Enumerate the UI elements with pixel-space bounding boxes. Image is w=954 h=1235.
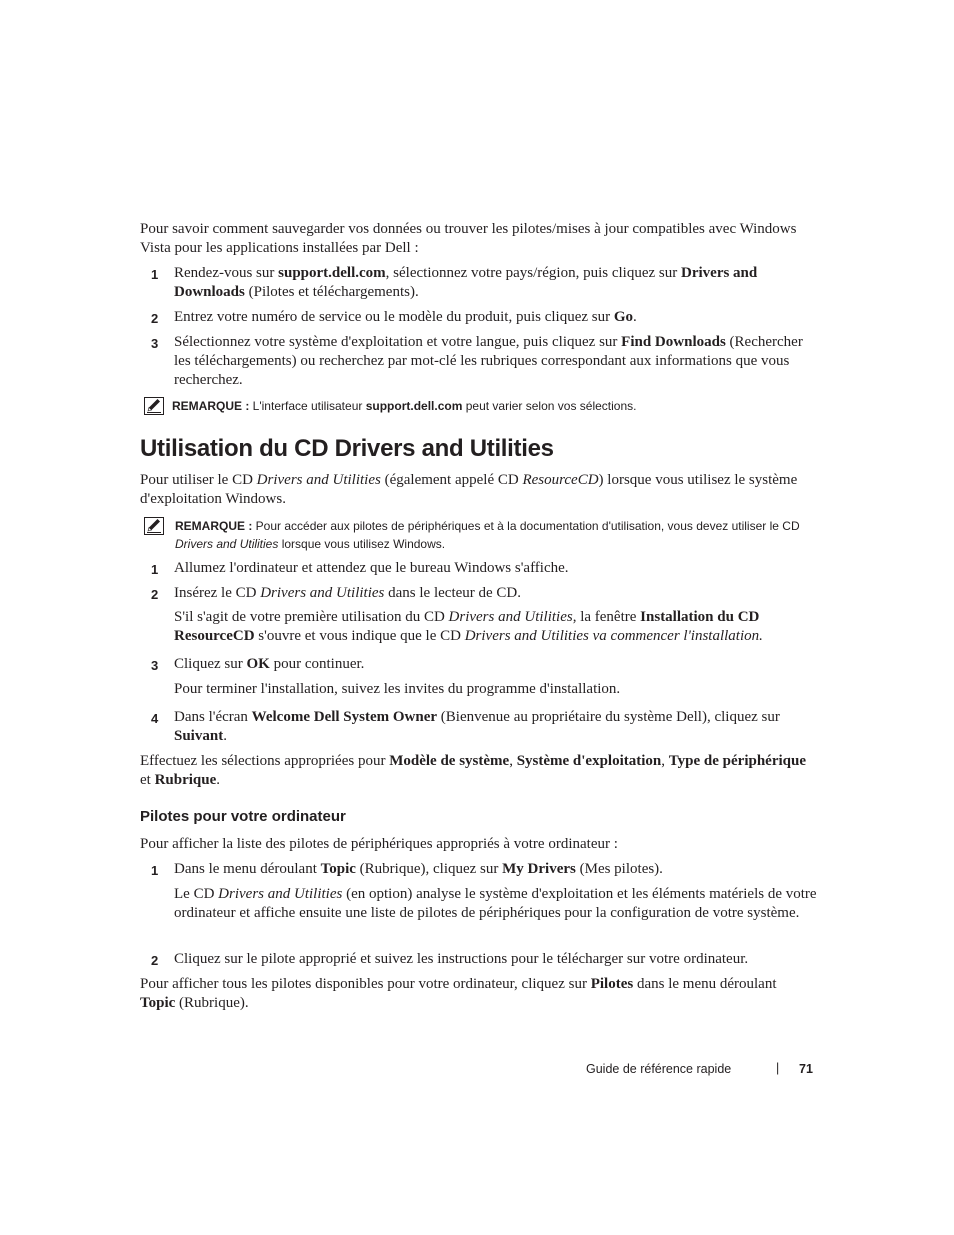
intro-text: ) lorsque vous utilisez le système d'exploitation Windows.: [140, 472, 798, 507]
section3-title: Pilotes pour votre ordinateur: [140, 808, 346, 825]
menu-item-name: My Drivers: [502, 861, 576, 877]
section3-intro: Pour afficher la liste des pilotes de périphériques appropriés à votre ordinateur :: [140, 836, 618, 852]
closing-text: ,: [661, 753, 669, 769]
step-text: .: [223, 728, 227, 744]
step-text: Dans le menu déroulant: [174, 861, 321, 877]
step-text: (Mes pilotes).: [575, 861, 663, 877]
section1-note: [140, 397, 820, 415]
section3-closing: [140, 975, 815, 1013]
step-text: dans le lecteur de CD.: [384, 585, 522, 601]
detail-text: (en option) analyse le système d'exploitation et les éléments matériels de votre ordinateur et affiche ensuite une liste de pilotes de périphériques pour la configuration de votre système.: [174, 886, 817, 921]
pencil-note-icon: [144, 517, 164, 535]
section1-step-1: [140, 264, 820, 302]
cd-name: Drivers and Utilities: [256, 472, 381, 488]
note-label: REMARQUE :: [175, 519, 253, 533]
window-name: Installation du CD ResourceCD: [174, 609, 760, 644]
step-number: 3: [151, 336, 159, 351]
step-text: (Rubrique), cliquez sur: [355, 861, 503, 877]
cd-name: Drivers and Utilities: [448, 609, 573, 625]
selection-name: Système d'exploitation: [516, 753, 662, 769]
cd-name: Drivers and Utilities va commencer l'installation.: [464, 628, 763, 644]
support-link-text: support.dell.com: [278, 265, 386, 281]
step-text: Entrez votre numéro de service ou le modèle du produit, puis cliquez sur: [174, 309, 614, 325]
closing-text: .: [216, 772, 221, 788]
next-text: Suivant: [174, 728, 224, 744]
step-text: Insérez le CD: [174, 585, 261, 601]
step-number: 2: [151, 587, 159, 602]
footer-title: Guide de référence rapide: [586, 1062, 732, 1076]
section2-title: Utilisation du CD Drivers and Utilities: [140, 435, 554, 462]
detail-text: s'ouvre et vous indique que le CD: [254, 628, 465, 644]
section3-step-1-detail: [174, 885, 819, 923]
menu-item-name: Pilotes: [590, 976, 634, 992]
cd-name: Drivers and Utilities: [260, 585, 385, 601]
note-text: peut varier selon vos sélections.: [462, 399, 637, 413]
step-text: (Pilotes et téléchargements).: [244, 284, 419, 300]
note-label: REMARQUE :: [172, 399, 250, 413]
cd-name: Drivers and Utilities: [218, 886, 343, 902]
closing-text: Pour afficher tous les pilotes disponibles pour votre ordinateur, cliquez sur: [140, 976, 591, 992]
intro-text: (également appelé CD: [380, 472, 523, 488]
note-link-text: support.dell.com: [365, 399, 463, 413]
section2-note: [140, 517, 820, 553]
step-text: , sélectionnez votre pays/région, puis cliquez sur: [385, 265, 681, 281]
step-number: 2: [151, 311, 159, 326]
section1-step-2: [140, 308, 820, 327]
closing-text: (Rubrique).: [175, 995, 249, 1011]
go-text: Go: [613, 309, 634, 325]
detail-text: Le CD: [174, 886, 219, 902]
selection-name: Modèle de système: [389, 753, 510, 769]
step-number: 2: [151, 953, 159, 968]
section2-step-2: [140, 584, 820, 603]
drivers-downloads-text: Drivers and Downloads: [174, 265, 758, 300]
step-number: 1: [151, 562, 159, 577]
step-number: 4: [151, 711, 159, 726]
closing-text: ,: [509, 753, 517, 769]
closing-text: et: [140, 772, 155, 788]
section1-step-3: [140, 333, 820, 390]
section2-intro: [140, 471, 815, 509]
cd-name: ResourceCD: [522, 472, 599, 488]
section2-step-1: [140, 559, 820, 578]
detail-text: , la fenêtre: [572, 609, 641, 625]
section2-step-3: [140, 655, 820, 674]
step-text: Rendez-vous sur: [174, 265, 279, 281]
menu-name: Topic: [140, 995, 176, 1011]
note-text: Pour accéder aux pilotes de périphériques et à la documentation d'utilisation, vous devez utiliser le CD: [252, 519, 800, 533]
note-text: L'interface utilisateur: [249, 399, 366, 413]
step-text: pour continuer.: [269, 656, 365, 672]
section1-intro: Pour savoir comment sauvegarder vos données ou trouver les pilotes/mises à jour compatibles avec Windows Vista pour les applications installées par Dell :: [140, 221, 797, 256]
section2-step-3-detail: Pour terminer l'installation, suivez les invites du programme d'installation.: [174, 681, 621, 697]
step-text: (Bienvenue au propriétaire du système Dell), cliquez sur: [437, 709, 780, 725]
selection-name: Rubrique: [154, 772, 217, 788]
step-text: Dans l'écran: [174, 709, 252, 725]
step-text: Allumez l'ordinateur et attendez que le bureau Windows s'affiche.: [174, 560, 569, 576]
menu-name: Topic: [320, 861, 356, 877]
step-text: Cliquez sur le pilote approprié et suivez les instructions pour le télécharger sur votre ordinateur.: [174, 951, 749, 967]
section3-step-2: [140, 950, 820, 969]
cd-name: Drivers and Utilities: [175, 537, 279, 551]
section2-step-2-detail: [174, 608, 819, 646]
section3-step-1: [140, 860, 820, 879]
step-number: 3: [151, 658, 159, 673]
step-number: 1: [151, 863, 159, 878]
detail-text: S'il s'agit de votre première utilisation du CD: [174, 609, 449, 625]
pencil-note-icon: [144, 397, 164, 415]
section2-step-4: [140, 708, 820, 746]
step-text: (Rechercher les téléchargements) ou recherchez par mot-clé les rubriques correspondant aux informations que vous recherchez.: [174, 334, 803, 388]
step-text: .: [633, 309, 637, 325]
screen-name: Welcome Dell System Owner: [251, 709, 438, 725]
closing-text: dans le menu déroulant: [633, 976, 777, 992]
page-number: 71: [799, 1062, 813, 1076]
section2-closing: [140, 752, 815, 790]
closing-text: Effectuez les sélections appropriées pour: [140, 753, 390, 769]
selection-name: Type de périphérique: [668, 753, 807, 769]
footer-separator: |: [776, 1061, 780, 1075]
note-text: lorsque vous utilisez Windows.: [278, 537, 446, 551]
step-number: 1: [151, 267, 159, 282]
step-text: Cliquez sur: [174, 656, 247, 672]
ok-text: OK: [246, 656, 270, 672]
intro-text: Pour utiliser le CD: [140, 472, 257, 488]
step-text: Sélectionnez votre système d'exploitation et votre langue, puis cliquez sur: [174, 334, 622, 350]
find-downloads-text: Find Downloads: [621, 334, 726, 350]
